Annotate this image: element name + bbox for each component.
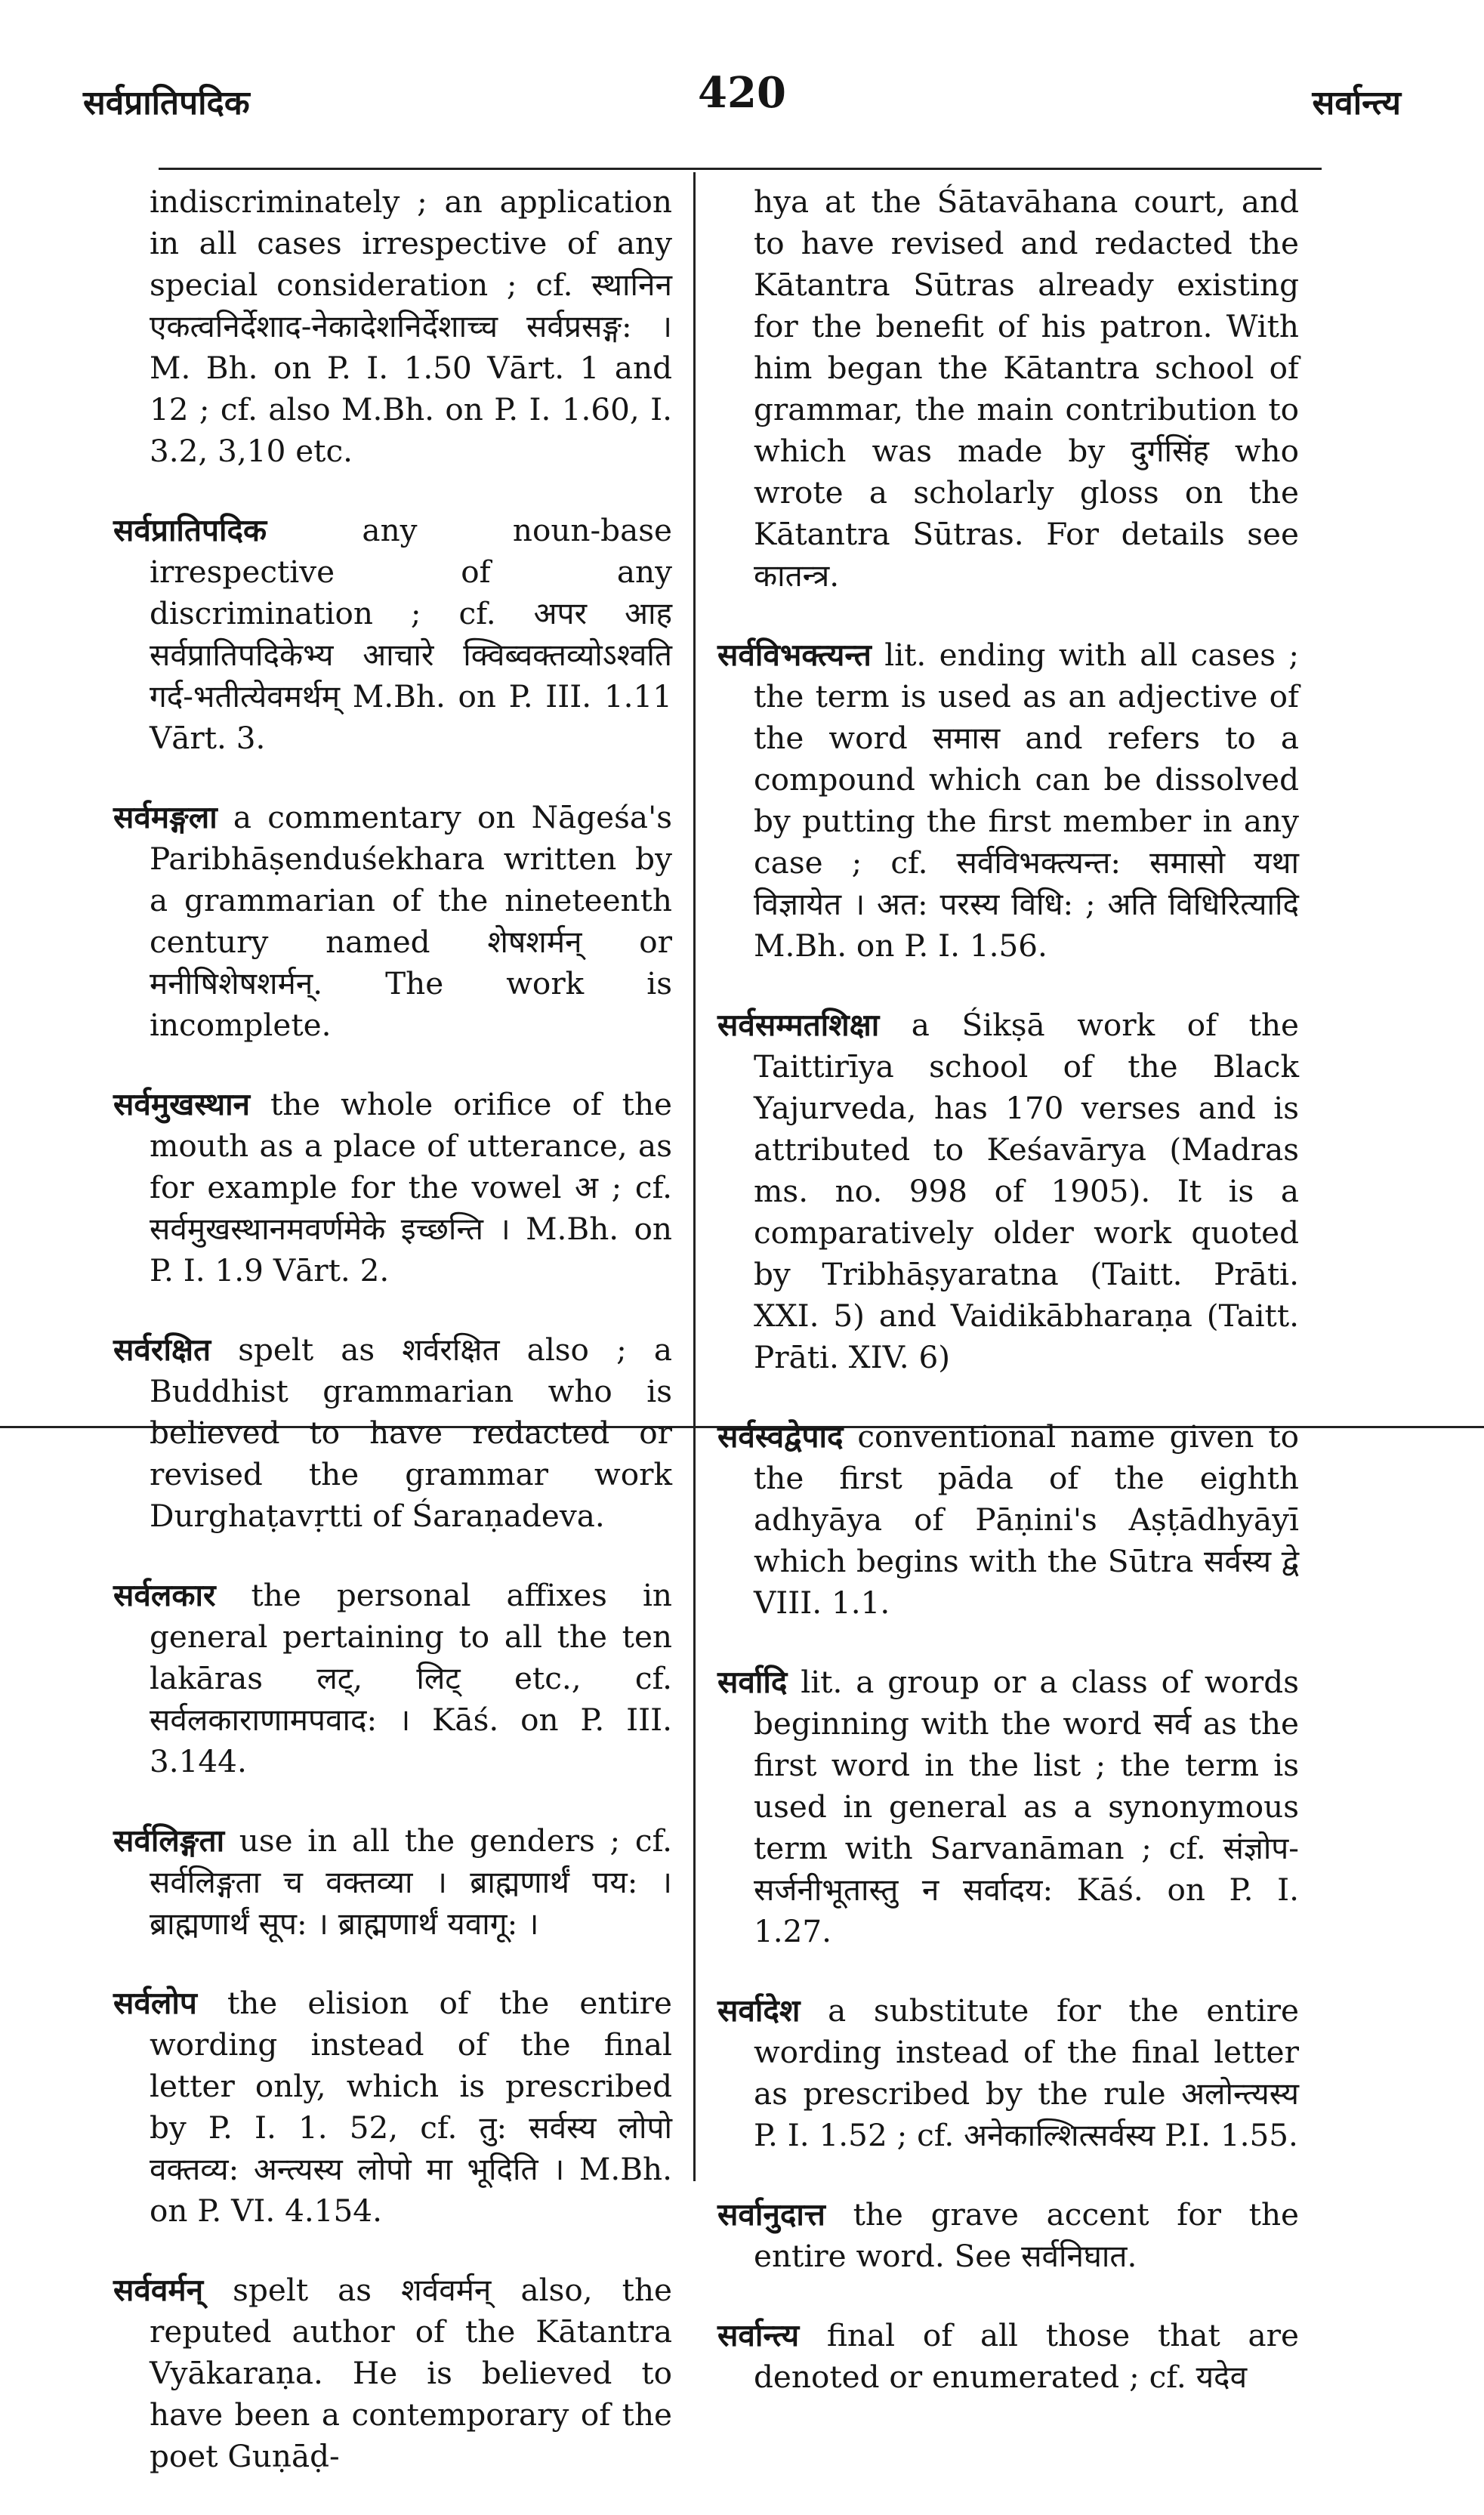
- entry-text: the grave accent for the entire word. See सर्वनिघात.: [754, 2196, 1299, 2274]
- dictionary-entry: [717, 1662, 1299, 1952]
- left-column: [113, 181, 672, 2515]
- entry-text: a substitute for the entire wording instead of the final letter as prescribed by the rule अलोन्त्यस्य P. I. 1.52 ; cf. अनेकाल्शित्सर्वस्य P.I. 1.55.: [754, 1992, 1299, 2153]
- entry-headword: सर्वादेश: [717, 1992, 801, 2029]
- entry-text: use in all the genders ; cf. सर्वलिङ्गता च वक्तव्या । ब्राह्मणार्थं पय: । ब्राह्मणार्थं सूप: । ब्राह्मणार्थं यवागू: ।: [150, 1822, 672, 1942]
- entry-headword: सर्वमङ्गला: [113, 799, 218, 835]
- header-right-guideword: सर्वान्त्य: [1312, 84, 1401, 122]
- column-divider: [693, 172, 696, 2181]
- entry-headword: सर्वलिङ्गता: [113, 1822, 225, 1859]
- entry-headword: सर्वरक्षित: [113, 1332, 211, 1368]
- dictionary-entry: [717, 1990, 1299, 2156]
- dictionary-entry: [113, 797, 672, 1046]
- entry-headword: सर्वप्रातिपदिक: [113, 512, 267, 548]
- entry-headword: सर्वान्त्य: [717, 2317, 800, 2353]
- entry-headword: सर्वलोप: [113, 1985, 197, 2021]
- dictionary-entry: [717, 634, 1299, 967]
- entry-headword: सर्वविभक्त्यन्त: [717, 637, 872, 673]
- entry-headword: सर्वानुदात्त: [717, 2196, 825, 2233]
- dictionary-entry: [113, 1084, 672, 1291]
- entry-headword: सर्वस्वद्वेपाद: [717, 1418, 844, 1455]
- entry-text: spelt as शर्वरक्षित also ; a Buddhist grammarian who is believed to have redacted or revised the grammar work Durghaṭavṛtti of Śaraṇadeva.: [150, 1332, 672, 1534]
- dictionary-entry: [113, 1329, 672, 1537]
- dictionary-entry: [113, 1820, 672, 1945]
- entry-text: a Śikṣā work of the Taittirīya school of the Black Yajurveda, has 170 verses and is attributed to Keśavārya (Madras ms. no. 998 of 1905). It is a comparatively older work quoted by Tribhāṣyaratna (Taitt. Prāti. XXI. 5) and Vaidikābharaṇa (Taitt. Prāti. XIV. 6): [754, 1007, 1299, 1375]
- dictionary-entry: [717, 2194, 1299, 2277]
- entry-headword: सर्वादि: [717, 1664, 788, 1700]
- entry-headword: सर्वलकार: [113, 1577, 216, 1613]
- dictionary-entry: [717, 2315, 1299, 2398]
- entry-text: lit. a group or a class of words beginning with the word सर्व as the first word in the list ; the term is used in general as a synonymous term with Sarvanāman ; cf. संज्ञोप-सर्जनीभूतास्तु न सर्वादय: Kāś. on P. I. 1.27.: [754, 1664, 1299, 1949]
- entry-text: final of all those that are denoted or enumerated ; cf. यदेव: [754, 2317, 1299, 2395]
- dictionary-entry: [113, 2270, 672, 2477]
- dictionary-entry: [113, 181, 672, 472]
- dictionary-entry: [113, 1575, 672, 1782]
- header-left-guideword: सर्वप्रातिपदिक: [83, 84, 250, 122]
- dictionary-entry: [113, 1983, 672, 2232]
- entry-text: a commentary on Nāgeśa's Paribhāṣenduśekhara written by a grammarian of the nineteenth century named शेषशर्मन् or मनीषिशेषशर्मन्. The work is incomplete.: [150, 799, 672, 1043]
- right-column: [717, 181, 1299, 2436]
- dictionary-entry: [717, 1416, 1299, 1624]
- page-header: [76, 68, 1408, 128]
- dictionary-entry: [717, 181, 1299, 597]
- entry-text: the elision of the entire wording instead of the final letter only, which is prescribed by P. I. 1. 52, cf. तु: सर्वस्य लोपो वक्तव्य: अन्त्यस्य लोपो मा भूदिति । M.Bh. on P. VI. 4.154.: [150, 1985, 672, 2229]
- entry-text: conventional name given to the first pāda of the eighth adhyāya of Pāṇini's Aṣṭādhyāyī which begins with the Sūtra सर्वस्य द्वे VIII. 1.1.: [754, 1418, 1299, 1621]
- dictionary-entry: [717, 1004, 1299, 1378]
- header-rule: [159, 168, 1322, 170]
- entry-text: indiscriminately ; an application in all cases irrespective of any special consideration ; cf. स्थानिन एकत्वनिर्देशाद-नेकादेशनिर्देशाच्च सर्वप्रसङ्ग: । M. Bh. on P. I. 1.50 Vārt. 1 and 12 ; cf. also M.Bh. on P. I. 1.60, I. 3.2, 3,10 etc.: [150, 184, 672, 469]
- entry-headword: सर्वसम्मतशिक्षा: [717, 1007, 880, 1043]
- entry-headword: सर्वमुखस्थान: [113, 1086, 251, 1122]
- entry-text: hya at the Śātavāhana court, and to have revised and redacted the Kātantra Sūtras already existing for the benefit of his patron. With him began the Kātantra school of grammar, the main contribution to which was made by दुर्गसिंह who wrote a scholarly gloss on the Kātantra Sūtras. For details see कातन्त्र.: [754, 184, 1299, 594]
- entry-text: the whole orifice of the mouth as a place of utterance, as for example for the vowel अ ; cf. सर्वमुखस्थानमवर्णमेके इच्छन्ति । M.Bh. on P. I. 1.9 Vārt. 2.: [150, 1086, 672, 1288]
- entry-text: any noun-base irrespective of any discrimination ; cf. अपर आह सर्वप्रातिपदिकेभ्य आचारे क्विब्वक्तव्योऽश्वति गर्द-भतीत्येवमर्थम् M.Bh. on P. III. 1.11 Vārt. 3.: [150, 512, 672, 756]
- page-number: 420: [698, 68, 786, 118]
- dictionary-entry: [113, 510, 672, 759]
- entry-text: the personal affixes in general pertaining to all the ten lakāras लट्, लिट् etc., cf. सर्वलकाराणामपवाद: । Kāś. on P. III. 3.144.: [150, 1577, 672, 1779]
- entry-headword: सर्ववर्मन्: [113, 2272, 204, 2308]
- entry-text: lit. ending with all cases ; the term is used as an adjective of the word समास and refers to a compound which can be dissolved by putting the first member in any case ; cf. सर्वविभक्त्यन्त: समासो यथा विज्ञायेत । अत: परस्य विधि: ; अति विधिरित्यादि M.Bh. on P. I. 1.56.: [754, 637, 1299, 964]
- entry-text: spelt as शर्ववर्मन् also, the reputed author of the Kātantra Vyākaraṇa. He is believed to have been a contemporary of the poet Guṇāḍ-: [150, 2272, 672, 2474]
